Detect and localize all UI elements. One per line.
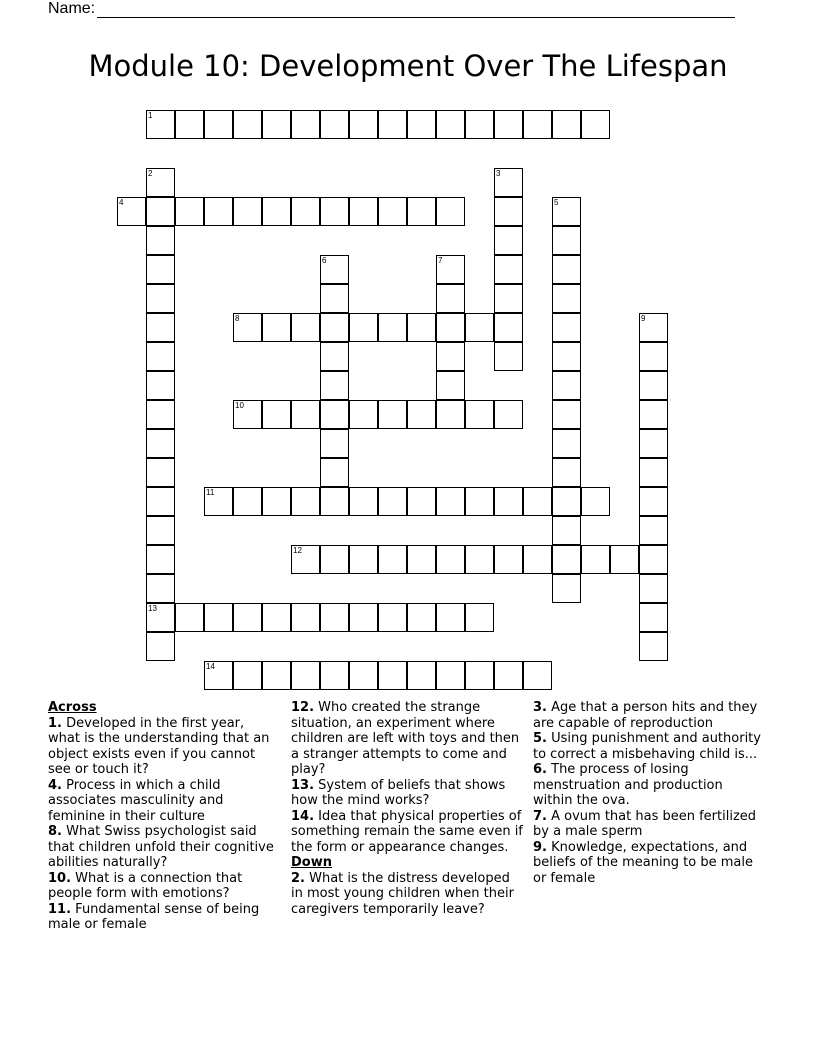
grid-cell[interactable]: [436, 197, 465, 226]
grid-cell[interactable]: [349, 110, 378, 139]
grid-cell[interactable]: [494, 545, 523, 574]
clue-across-1: 1. Developed in the first year, what is the understanding that an object exists even if you cannot see or touch it?: [48, 715, 270, 777]
grid-cell[interactable]: [146, 255, 175, 284]
grid-cell[interactable]: [378, 400, 407, 429]
clue-number: 1: [148, 111, 153, 120]
grid-cell[interactable]: [639, 487, 668, 516]
grid-cell[interactable]: [320, 429, 349, 458]
clues-column-3: [533, 700, 763, 886]
grid-cell[interactable]: [146, 313, 175, 342]
grid-cell[interactable]: [117, 197, 146, 226]
grid-cell[interactable]: [436, 110, 465, 139]
grid-cell[interactable]: [378, 110, 407, 139]
grid-cell[interactable]: [349, 197, 378, 226]
grid-cell[interactable]: [320, 603, 349, 632]
grid-cell[interactable]: [523, 661, 552, 690]
grid-cell[interactable]: [407, 313, 436, 342]
grid-cell[interactable]: [494, 661, 523, 690]
grid-cell[interactable]: [146, 603, 175, 632]
grid-cell[interactable]: [146, 545, 175, 574]
grid-cell[interactable]: [552, 226, 581, 255]
grid-cell[interactable]: [204, 197, 233, 226]
clue-number: 11: [206, 488, 215, 497]
grid-cell[interactable]: [262, 661, 291, 690]
grid-cell[interactable]: [146, 458, 175, 487]
across-header: Across: [48, 700, 97, 715]
grid-cell[interactable]: [320, 342, 349, 371]
grid-cell[interactable]: [639, 342, 668, 371]
clue-number: 6: [322, 256, 327, 265]
clues-column-1: [48, 700, 278, 933]
grid-cell[interactable]: [436, 487, 465, 516]
grid-cell[interactable]: [349, 603, 378, 632]
grid-cell[interactable]: [494, 255, 523, 284]
grid-cell[interactable]: [639, 574, 668, 603]
grid-cell[interactable]: [262, 400, 291, 429]
grid-cell[interactable]: [436, 400, 465, 429]
grid-cell[interactable]: [320, 371, 349, 400]
grid-cell[interactable]: [320, 197, 349, 226]
grid-cell[interactable]: [639, 632, 668, 661]
grid-cell[interactable]: [639, 516, 668, 545]
clue-across-10: 10. What is a connection that people form with emotions?: [48, 870, 243, 901]
grid-cell[interactable]: [291, 545, 320, 574]
grid-cell[interactable]: [146, 574, 175, 603]
grid-cell[interactable]: [465, 400, 494, 429]
grid-cell[interactable]: [552, 371, 581, 400]
grid-cell[interactable]: [349, 400, 378, 429]
grid-cell[interactable]: [146, 371, 175, 400]
grid-cell[interactable]: [291, 487, 320, 516]
grid-cell[interactable]: [436, 603, 465, 632]
grid-cell[interactable]: [204, 603, 233, 632]
grid-cell[interactable]: [436, 255, 465, 284]
grid-cell[interactable]: [552, 400, 581, 429]
grid-cell[interactable]: [639, 458, 668, 487]
grid-cell[interactable]: [320, 255, 349, 284]
grid-cell[interactable]: [552, 458, 581, 487]
grid-cell[interactable]: [146, 110, 175, 139]
clue-across-13: 13. System of beliefs that shows how the mind works?: [291, 777, 506, 808]
grid-cell[interactable]: [262, 197, 291, 226]
grid-cell[interactable]: [494, 313, 523, 342]
grid-cell[interactable]: [320, 110, 349, 139]
grid-cell[interactable]: [233, 603, 262, 632]
grid-cell[interactable]: [494, 487, 523, 516]
grid-cell[interactable]: [407, 197, 436, 226]
grid-cell[interactable]: [378, 661, 407, 690]
grid-cell[interactable]: [320, 487, 349, 516]
grid-cell[interactable]: [175, 197, 204, 226]
clue-number: 3: [496, 169, 501, 178]
grid-cell[interactable]: [465, 487, 494, 516]
grid-cell[interactable]: [233, 313, 262, 342]
grid-cell[interactable]: [523, 487, 552, 516]
clue-down-7: 7. A ovum that has been fertilized by a male sperm: [533, 808, 757, 839]
grid-cell[interactable]: [204, 661, 233, 690]
grid-cell[interactable]: [378, 313, 407, 342]
grid-cell[interactable]: [523, 545, 552, 574]
grid-cell[interactable]: [465, 661, 494, 690]
grid-cell[interactable]: [552, 516, 581, 545]
grid-cell[interactable]: [146, 284, 175, 313]
grid-cell[interactable]: [146, 632, 175, 661]
clue-number: 7: [438, 256, 443, 265]
grid-cell[interactable]: [291, 110, 320, 139]
grid-cell[interactable]: [407, 661, 436, 690]
grid-cell[interactable]: [349, 313, 378, 342]
grid-cell[interactable]: [407, 487, 436, 516]
grid-cell[interactable]: [291, 400, 320, 429]
page-title: Module 10: Development Over The Lifespan: [88, 49, 728, 83]
clue-down-2: 2. What is the distress developed in most young children when their caregivers temporarily leave?: [291, 870, 514, 917]
grid-cell[interactable]: [436, 661, 465, 690]
clue-across-14: 14. Idea that physical properties of something remain the same even if the form or appearance changes.: [291, 808, 523, 855]
grid-cell[interactable]: [639, 603, 668, 632]
grid-cell[interactable]: [639, 429, 668, 458]
grid-cell[interactable]: [552, 284, 581, 313]
grid-cell[interactable]: [407, 110, 436, 139]
grid-cell[interactable]: [552, 342, 581, 371]
clue-number: 9: [641, 314, 646, 323]
grid-cell[interactable]: [146, 400, 175, 429]
grid-cell[interactable]: [233, 661, 262, 690]
grid-cell[interactable]: [436, 371, 465, 400]
grid-cell[interactable]: [320, 458, 349, 487]
grid-cell[interactable]: [407, 603, 436, 632]
grid-cell[interactable]: [291, 313, 320, 342]
grid-cell[interactable]: [465, 545, 494, 574]
grid-cell[interactable]: [552, 574, 581, 603]
grid-cell[interactable]: [262, 313, 291, 342]
grid-cell[interactable]: [291, 197, 320, 226]
grid-cell[interactable]: [146, 342, 175, 371]
clue-number: 8: [235, 314, 240, 323]
grid-cell[interactable]: [552, 487, 581, 516]
grid-cell[interactable]: [378, 545, 407, 574]
clue-number: 2: [148, 169, 153, 178]
grid-cell[interactable]: [552, 255, 581, 284]
clue-down-3: 3. Age that a person hits and they are capable of reproduction: [533, 700, 758, 731]
grid-cell[interactable]: [233, 400, 262, 429]
clue-number: 14: [206, 662, 215, 671]
grid-cell[interactable]: [581, 487, 610, 516]
grid-cell[interactable]: [610, 545, 639, 574]
grid-cell[interactable]: [639, 545, 668, 574]
grid-cell[interactable]: [204, 487, 233, 516]
grid-cell[interactable]: [465, 603, 494, 632]
clue-down-5: 5. Using punishment and authority to correct a misbehaving child is...: [533, 731, 761, 762]
grid-cell[interactable]: [465, 110, 494, 139]
grid-cell[interactable]: [494, 197, 523, 226]
grid-cell[interactable]: [146, 197, 175, 226]
grid-cell[interactable]: [320, 661, 349, 690]
grid-cell[interactable]: [320, 400, 349, 429]
grid-cell[interactable]: [552, 429, 581, 458]
grid-cell[interactable]: [494, 342, 523, 371]
clue-number: 5: [554, 198, 559, 207]
grid-cell[interactable]: [494, 168, 523, 197]
grid-cell[interactable]: [233, 487, 262, 516]
grid-cell[interactable]: [494, 110, 523, 139]
clue-across-11: 11. Fundamental sense of being male or female: [48, 901, 260, 932]
grid-cell[interactable]: [320, 313, 349, 342]
grid-cell[interactable]: [349, 545, 378, 574]
grid-cell[interactable]: [378, 487, 407, 516]
grid-cell[interactable]: [436, 313, 465, 342]
grid-cell[interactable]: [552, 313, 581, 342]
grid-cell[interactable]: [146, 429, 175, 458]
grid-cell[interactable]: [639, 400, 668, 429]
grid-cell[interactable]: [262, 110, 291, 139]
grid-cell[interactable]: [146, 226, 175, 255]
grid-cell[interactable]: [233, 197, 262, 226]
grid-cell[interactable]: [146, 168, 175, 197]
grid-cell[interactable]: [407, 545, 436, 574]
grid-cell[interactable]: [494, 226, 523, 255]
grid-cell[interactable]: [552, 110, 581, 139]
grid-cell[interactable]: [407, 400, 436, 429]
grid-cell[interactable]: [436, 342, 465, 371]
down-header: Down: [291, 855, 332, 870]
grid-cell[interactable]: [349, 661, 378, 690]
clue-down-9: 9. Knowledge, expectations, and beliefs of the meaning to be male or female: [533, 839, 753, 886]
grid-cell[interactable]: [494, 400, 523, 429]
grid-cell[interactable]: [639, 371, 668, 400]
clue-number: 13: [148, 604, 157, 613]
clue-across-12: 12. Who created the strange situation, an experiment where children are left with toys and then a stranger attempts to come and play?: [291, 700, 520, 777]
grid-cell[interactable]: [291, 661, 320, 690]
grid-cell[interactable]: [175, 110, 204, 139]
grid-cell[interactable]: [204, 110, 233, 139]
grid-cell[interactable]: [146, 516, 175, 545]
grid-cell[interactable]: [233, 110, 262, 139]
grid-cell[interactable]: [523, 110, 552, 139]
clue-number: 4: [119, 198, 124, 207]
grid-cell[interactable]: [262, 487, 291, 516]
grid-cell[interactable]: [436, 284, 465, 313]
grid-cell[interactable]: [552, 545, 581, 574]
clue-across-4: 4. Process in which a child associates masculinity and feminine in their culture: [48, 777, 224, 824]
grid-cell[interactable]: [494, 284, 523, 313]
grid-cell[interactable]: [465, 313, 494, 342]
grid-cell[interactable]: [639, 313, 668, 342]
grid-cell[interactable]: [378, 603, 407, 632]
grid-cell[interactable]: [175, 603, 204, 632]
grid-cell[interactable]: [581, 110, 610, 139]
grid-cell[interactable]: [349, 487, 378, 516]
grid-cell[interactable]: [262, 603, 291, 632]
grid-cell[interactable]: [581, 545, 610, 574]
clue-down-6: 6. The process of losing menstruation and production within the ova.: [533, 762, 723, 808]
grid-cell[interactable]: [436, 545, 465, 574]
clue-across-8: 8. What Swiss psychologist said that children unfold their cognitive abilities naturally?: [48, 824, 274, 870]
grid-cell[interactable]: [320, 545, 349, 574]
grid-cell[interactable]: [146, 487, 175, 516]
grid-cell[interactable]: [291, 603, 320, 632]
grid-cell[interactable]: [320, 284, 349, 313]
clues-column-2: [291, 700, 525, 917]
grid-cell[interactable]: [552, 197, 581, 226]
name-label: Name:: [48, 0, 96, 17]
clue-number: 10: [235, 401, 244, 410]
clue-number: 12: [293, 546, 302, 555]
grid-cell[interactable]: [378, 197, 407, 226]
